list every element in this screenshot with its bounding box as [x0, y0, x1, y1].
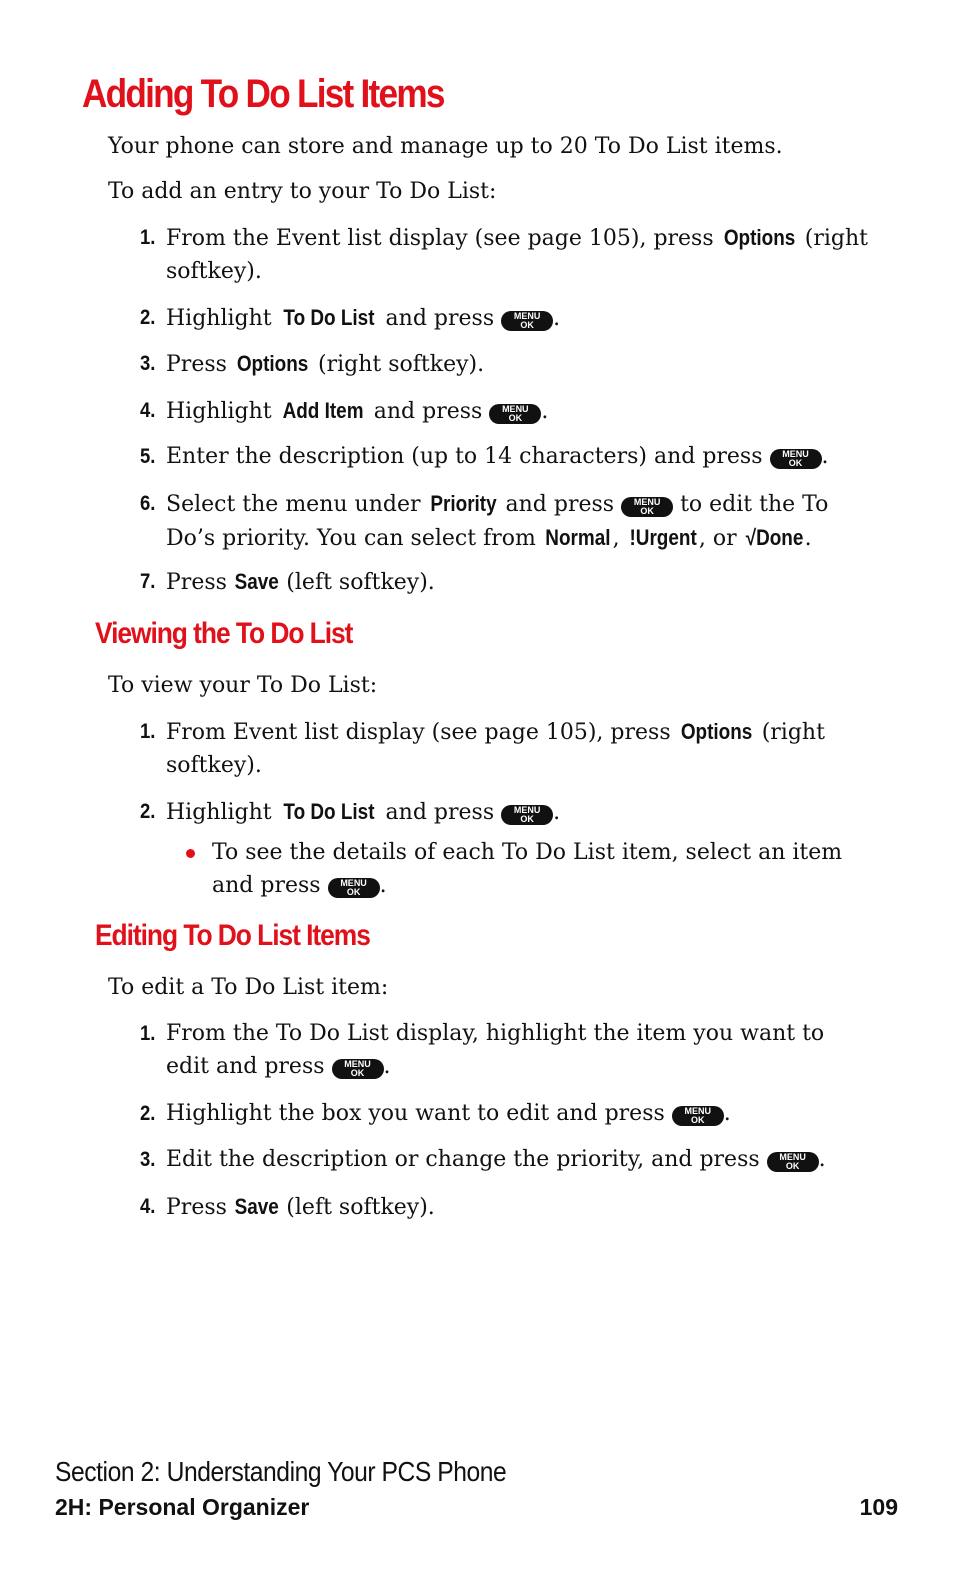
add-step-6: [140, 487, 870, 555]
menu-ok-key-icon: MENU OK: [501, 311, 553, 331]
step-text: From the To Do List display, highlight the item you want to edit and press MENU OK .: [166, 1021, 825, 1079]
step-text: Highlight To Do List and press MENU OK .: [166, 301, 870, 335]
view-step-2: [140, 795, 870, 829]
keyword-priority: Priority: [429, 491, 497, 516]
page-number: 109: [859, 1494, 898, 1520]
step-number: 3.: [140, 1148, 156, 1171]
step-text: Highlight Add Item and press MENU OK .: [166, 394, 870, 428]
menu-ok-key-icon: MENU OK: [770, 449, 822, 469]
view-lead-text: To view your To Do List:: [108, 673, 378, 698]
footer-chapter-title: 2H: Personal Organizer: [55, 1494, 310, 1520]
menu-ok-key-icon: MENU OK: [672, 1106, 724, 1126]
menu-ok-key-icon: MENU OK: [501, 805, 553, 825]
bullet-text: To see the details of each To Do List item, select an item and press MENU OK .: [212, 840, 843, 898]
view-bullet-item: [186, 836, 876, 902]
step-text: Enter the description (up to 14 characters) and press MENU OK .: [166, 444, 829, 469]
editing-heading: Editing To Do List Items: [95, 919, 370, 952]
edit-step-2: [140, 1097, 870, 1130]
step-text: From Event list display (see page 105), press Options (right softkey).: [166, 715, 870, 782]
keyword-urgent: !Urgent: [629, 525, 697, 550]
step-number: 2.: [140, 800, 156, 823]
menu-ok-key-icon: MENU OK: [621, 497, 673, 517]
step-number: 2.: [140, 306, 156, 329]
menu-ok-key-icon: MENU OK: [489, 404, 541, 424]
menu-ok-key-icon: MENU OK: [328, 878, 380, 898]
step-text: From the Event list display (see page 105), press Options (right softkey).: [166, 221, 870, 288]
step-text: Edit the description or change the priority, and press MENU OK .: [166, 1147, 826, 1172]
step-number: 1.: [140, 1022, 156, 1045]
keyword-save: Save: [234, 1194, 279, 1219]
step-number: 3.: [140, 352, 156, 375]
viewing-heading: Viewing the To Do List: [95, 617, 353, 650]
keyword-options: Options: [236, 351, 309, 376]
keyword-done: √Done: [745, 525, 803, 550]
step-text: Press Save (left softkey).: [166, 1190, 870, 1224]
step-number: 5.: [140, 445, 156, 468]
step-text: Highlight the box you want to edit and press MENU OK .: [166, 1101, 731, 1126]
step-number: 1.: [140, 226, 156, 249]
keyword-save: Save: [234, 569, 279, 594]
step-text: Press Save (left softkey).: [166, 565, 870, 599]
add-step-4: [140, 394, 870, 428]
keyword-add-item: Add Item: [282, 398, 364, 423]
keyword-options: Options: [723, 225, 795, 250]
step-number: 4.: [140, 1195, 156, 1218]
keyword-to-do-list: To Do List: [283, 799, 375, 824]
intro-text: Your phone can store and manage up to 20 To Do List items.: [108, 134, 783, 159]
add-step-1: [140, 221, 870, 288]
add-step-5: [140, 440, 870, 473]
keyword-normal: Normal: [545, 525, 611, 550]
step-text: Press Options (right softkey).: [166, 347, 870, 381]
keyword-options: Options: [680, 719, 752, 744]
add-step-7: [140, 565, 870, 599]
step-text: Highlight To Do List and press MENU OK .: [166, 795, 870, 829]
step-number: 4.: [140, 399, 156, 422]
menu-ok-key-icon: MENU OK: [332, 1059, 384, 1079]
step-text: Select the menu under Priority and press MENU OK to edit the To Do’s priority. You can select from Normal , !Urgent , or √Done.: [166, 487, 870, 555]
step-number: 2.: [140, 1102, 156, 1125]
edit-step-3: [140, 1143, 870, 1176]
add-lead-text: To add an entry to your To Do List:: [108, 179, 497, 204]
add-step-2: [140, 301, 870, 335]
view-step-1: [140, 715, 870, 782]
step-number: 6.: [140, 492, 156, 515]
keyword-to-do-list: To Do List: [283, 305, 375, 330]
edit-step-1: [140, 1017, 870, 1083]
bullet-dot-icon: [186, 849, 195, 858]
edit-step-4: [140, 1190, 870, 1224]
page-title: Adding To Do List Items: [82, 72, 444, 116]
edit-lead-text: To edit a To Do List item:: [108, 975, 389, 1000]
footer-section-title: Section 2: Understanding Your PCS Phone: [55, 1456, 507, 1487]
step-number: 7.: [140, 570, 156, 593]
menu-ok-key-icon: MENU OK: [767, 1152, 819, 1172]
add-step-3: [140, 347, 870, 381]
step-number: 1.: [140, 720, 156, 743]
